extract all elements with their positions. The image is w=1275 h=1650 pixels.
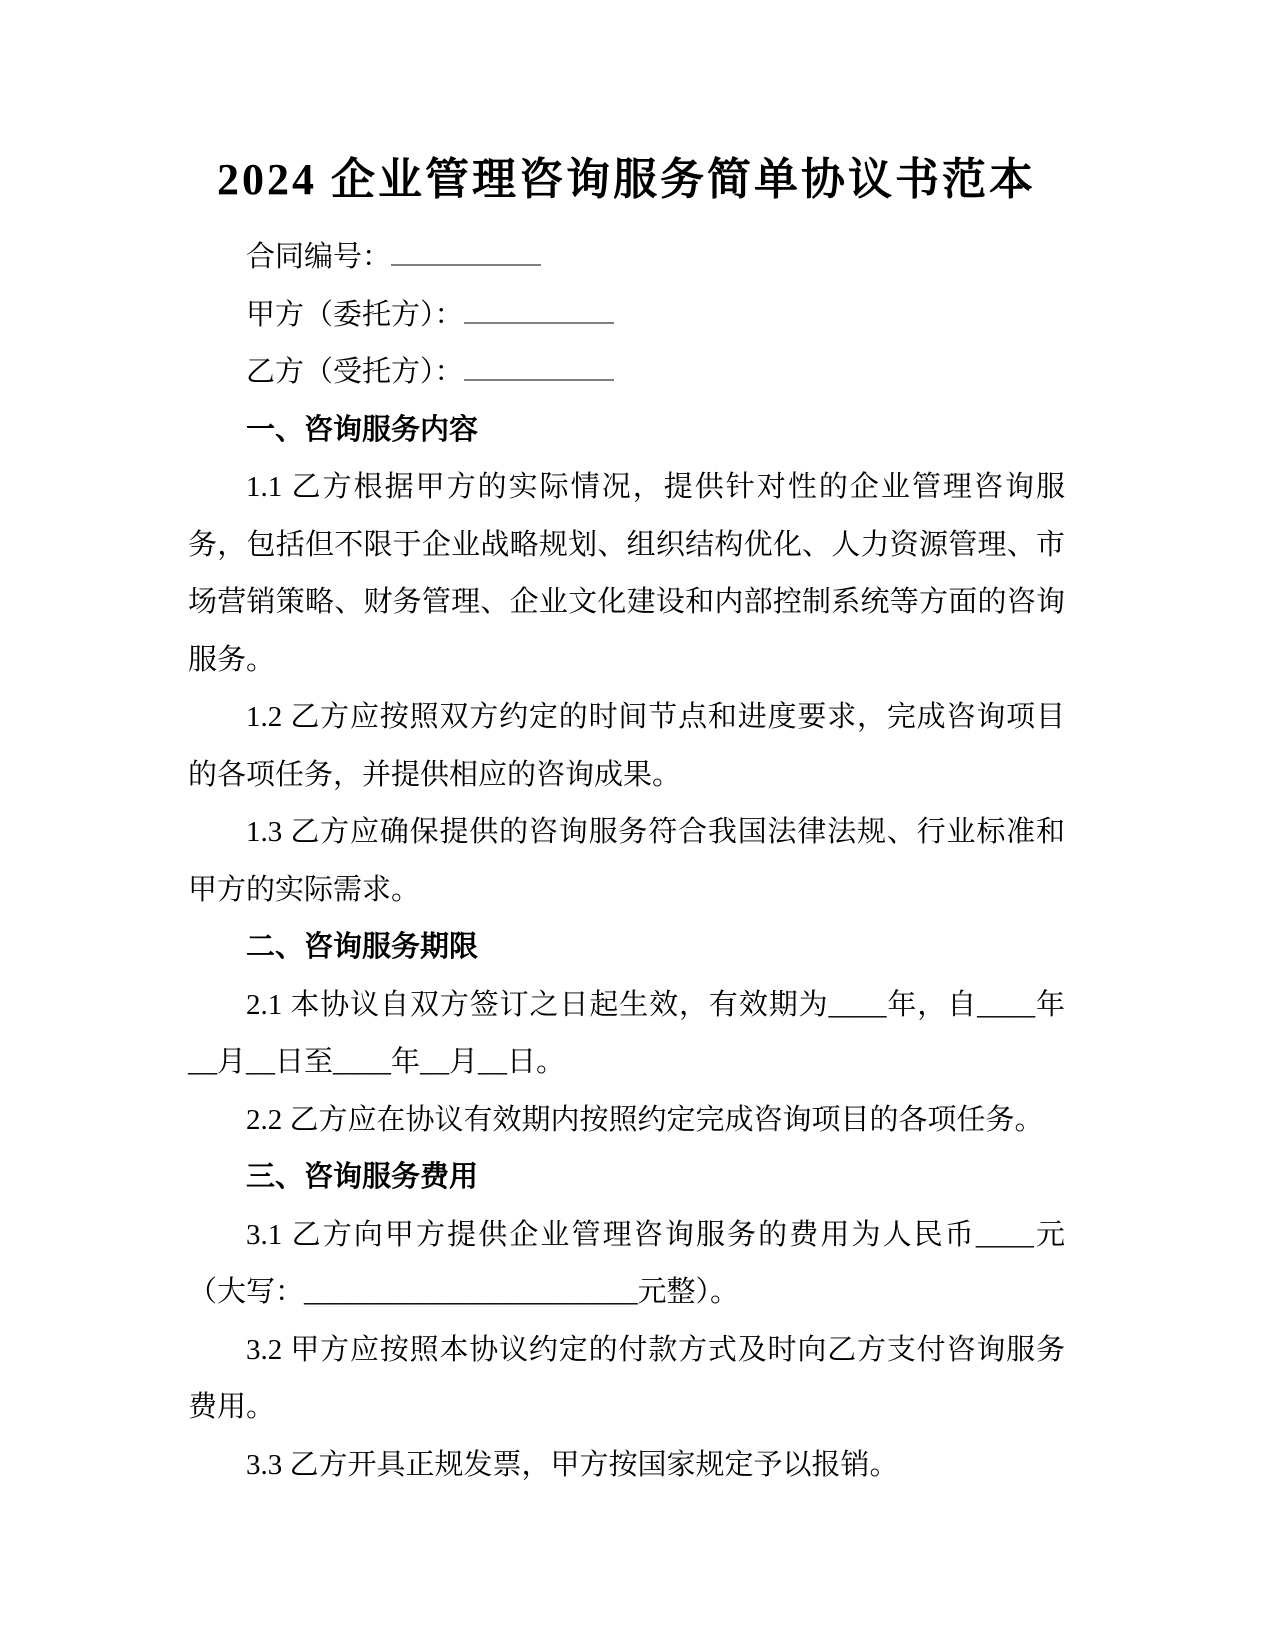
section-heading-1: 一、咨询服务内容 (246, 413, 479, 446)
field-party-b-blank (464, 349, 614, 381)
clause-3-1: 3.1 乙方向甲方提供企业管理咨询服务的费用为人民币____元（大写：_______________________元整）。 (188, 1218, 1065, 1308)
field-party-a-blank (464, 292, 614, 324)
clause-2-1: 2.1 本协议自双方签订之日起生效，有效期为____年，自____年__月__日至____年__月__日。 (188, 988, 1065, 1078)
clause-1-1: 1.1 乙方根据甲方的实际情况，提供针对性的企业管理咨询服务，包括但不限于企业战略规划、组织结构优化、人力资源管理、市场营销策略、财务管理、企业文化建设和内部控制系统等方面的咨询服务。 (188, 471, 1065, 676)
clause-1-2: 1.2 乙方应按照双方约定的时间节点和进度要求，完成咨询项目的各项任务，并提供相应的咨询成果。 (188, 701, 1065, 791)
clause-1-3: 1.3 乙方应确保提供的咨询服务符合我国法律法规、行业标准和甲方的实际需求。 (188, 816, 1065, 906)
field-party-a-label: 甲方（委托方）： (246, 298, 464, 331)
field-party-b (188, 344, 1065, 402)
clause-2-2: 2.2 乙方应在协议有效期内按照约定完成咨询项目的各项任务。 (246, 1103, 1044, 1136)
field-contract-number (188, 229, 1065, 287)
clause-3-2: 3.2 甲方应按照本协议约定的付款方式及时向乙方支付咨询服务费用。 (188, 1333, 1065, 1423)
field-party-a (188, 287, 1065, 345)
document-title: 2024 企业管理咨询服务简单协议书范本 (217, 155, 1036, 204)
field-party-b-label: 乙方（受托方）： (246, 356, 464, 388)
section-heading-2: 二、咨询服务期限 (246, 931, 479, 963)
field-contract-number-blank (391, 234, 541, 266)
clause-3-3: 3.3 乙方开具正规发票，甲方按国家规定予以报销。 (246, 1448, 899, 1481)
section-heading-3: 三、咨询服务费用 (246, 1161, 479, 1193)
field-contract-number-label: 合同编号： (246, 241, 392, 273)
